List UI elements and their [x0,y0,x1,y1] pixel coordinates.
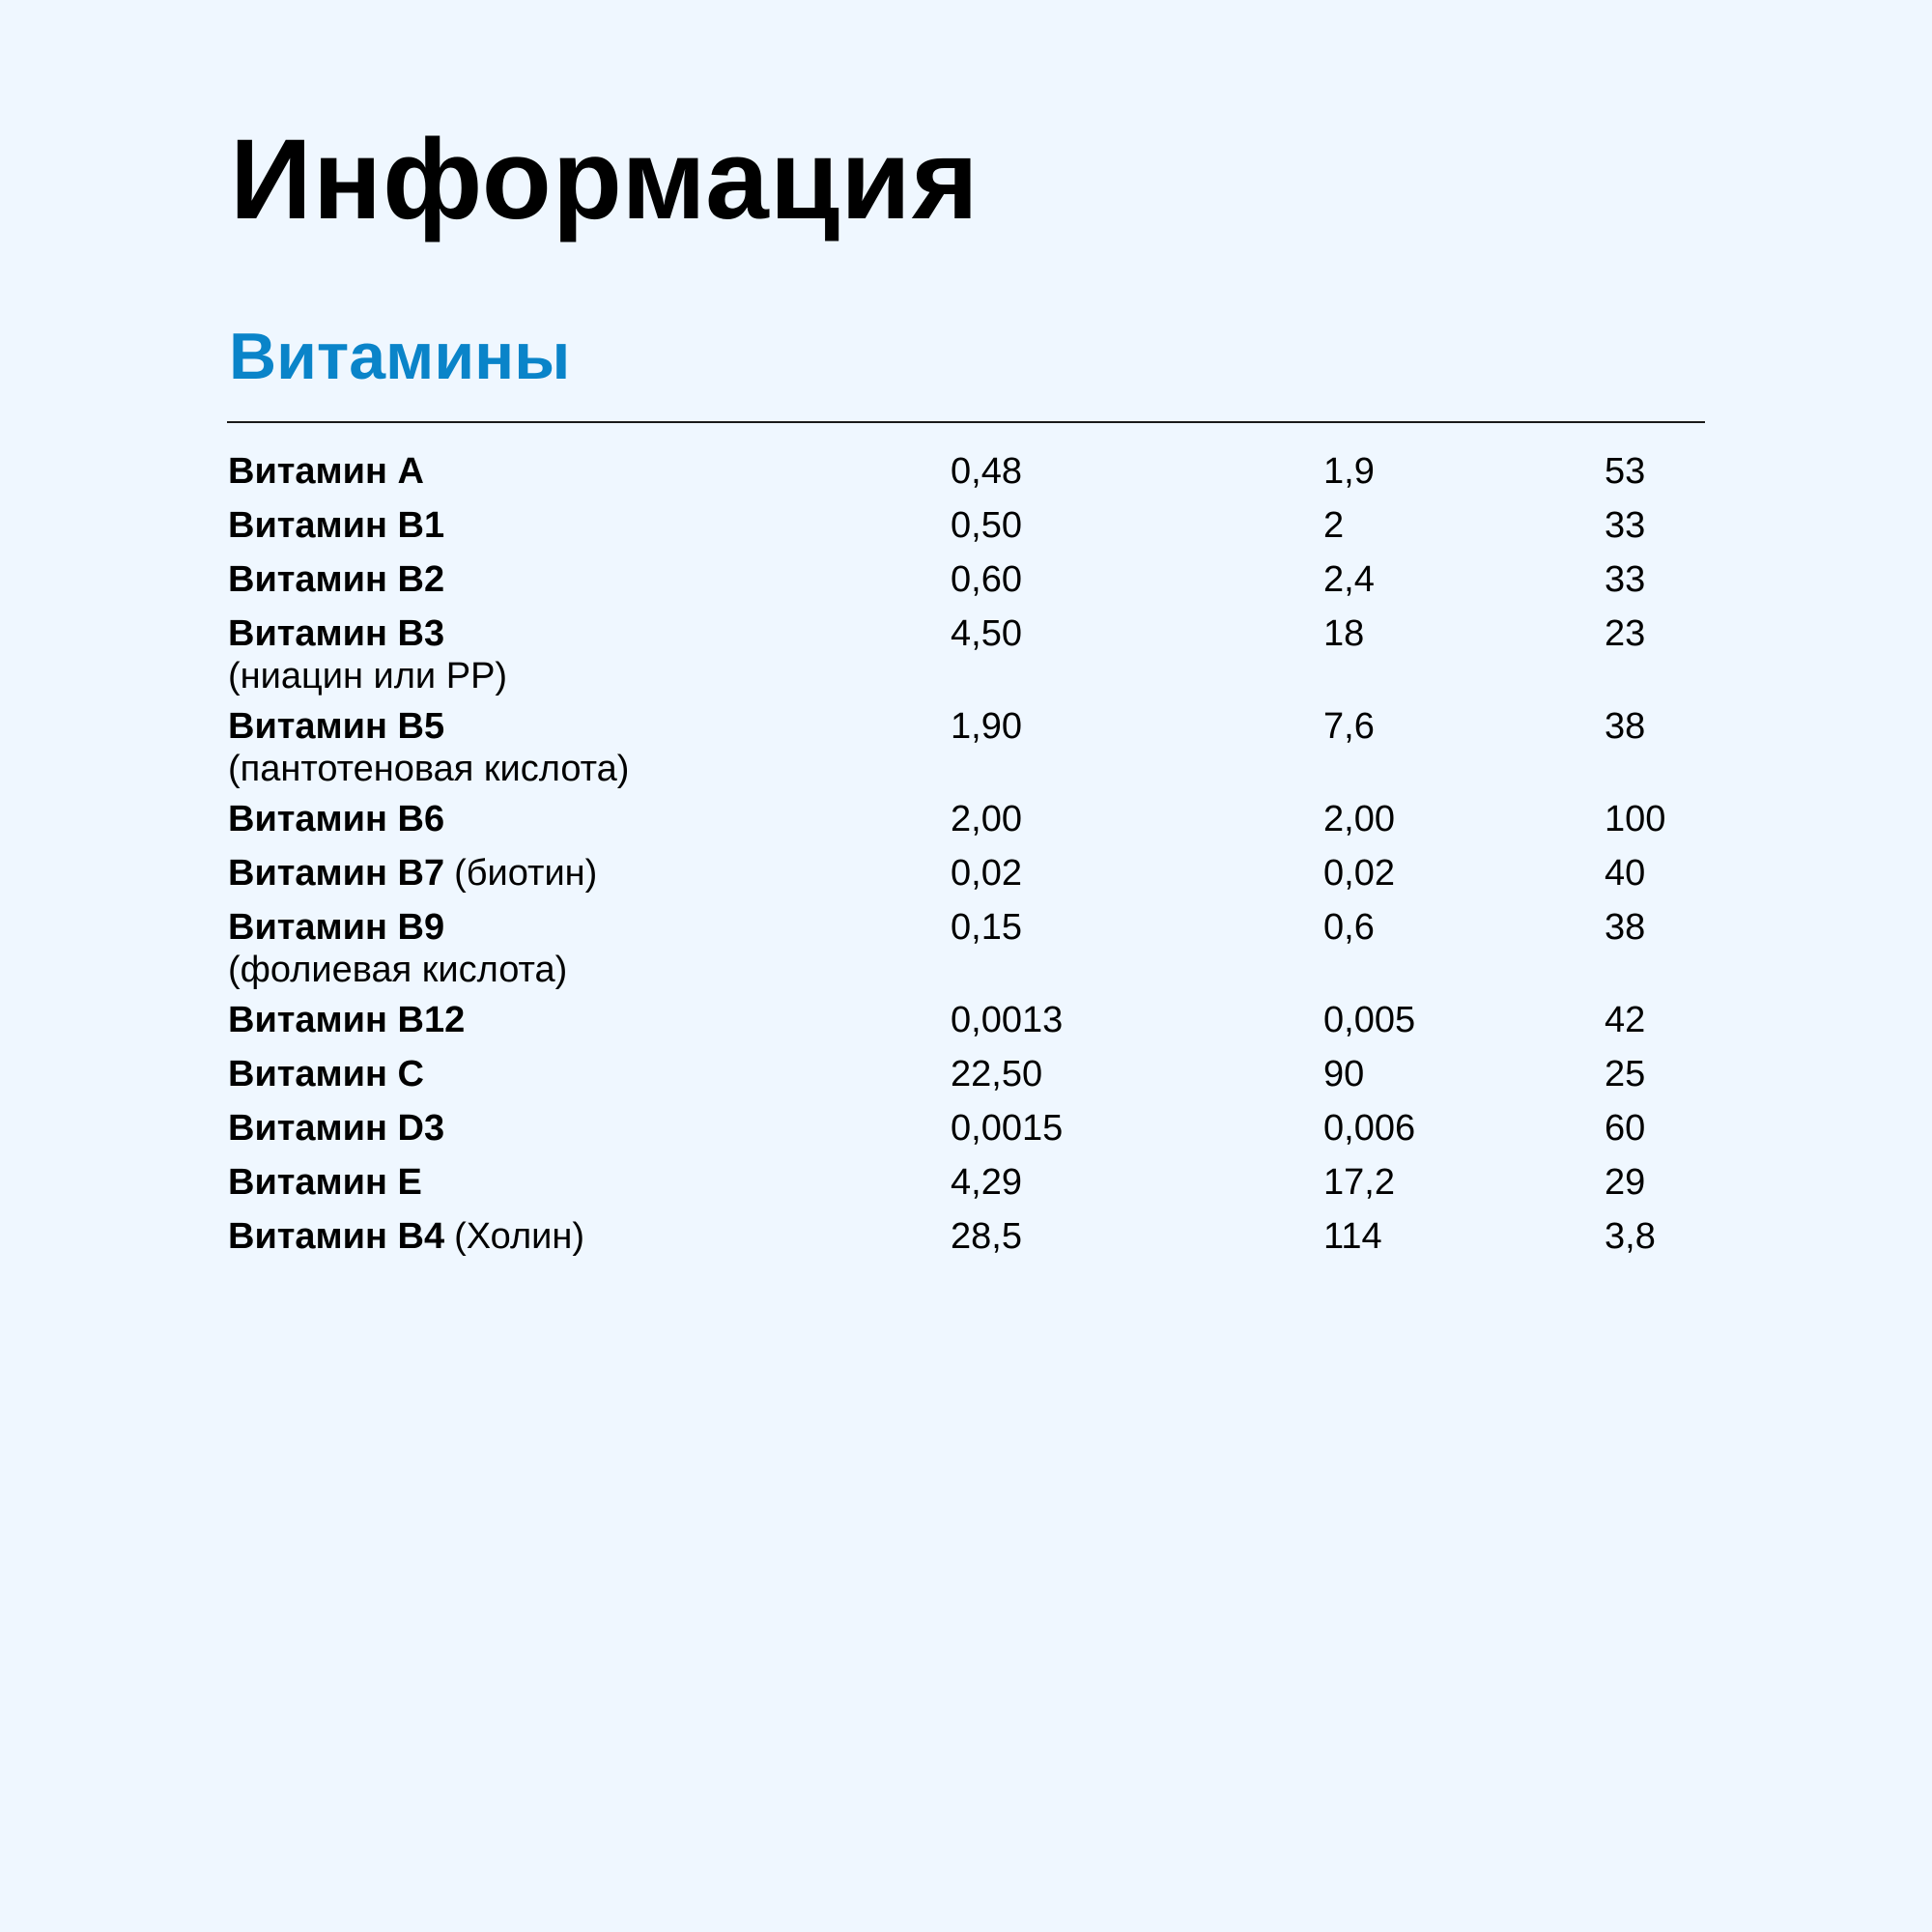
table-row [228,997,1735,1051]
value-col-1: 1,90 [951,706,1022,747]
vitamin-name: Витамин А [228,451,424,492]
table-row [228,850,1735,904]
vitamin-name: Витамин В1 [228,505,445,546]
table-row [228,611,1735,703]
value-col-2: 18 [1323,613,1365,654]
vitamin-name-cell [228,611,923,696]
vitamin-name: Витамин В2 [228,559,445,600]
vitamin-name-cell [228,1051,923,1097]
vitamin-name-cell [228,1213,923,1260]
value-col-2: 1,9 [1323,451,1375,492]
value-col-3: 40 [1605,853,1646,894]
vitamin-name: Витамин В7 [228,853,445,894]
value-col-3: 29 [1605,1162,1646,1203]
value-col-1: 0,0013 [951,1000,1064,1040]
vitamin-name: Витамин В6 [228,799,445,839]
vitamin-name: Витамин D3 [228,1108,445,1149]
vitamin-name: Витамин В5 [228,706,445,747]
value-col-2: 0,6 [1323,907,1375,948]
vitamin-name: Витамин В9 [228,907,445,948]
section-divider [227,421,1705,423]
table-row [228,1213,1735,1267]
value-col-1: 22,50 [951,1054,1043,1094]
value-col-3: 100 [1605,799,1666,839]
value-col-3: 23 [1605,613,1646,654]
vitamin-note: (ниацин или РР) [228,656,508,696]
vitamin-note: (фолиевая кислота) [228,950,568,990]
vitamin-name-cell [228,904,923,989]
vitamin-name-cell [228,1105,923,1151]
section-title: Витамины [229,320,571,393]
table-row [228,904,1735,997]
value-col-2: 2 [1323,505,1345,546]
table-row [228,556,1735,611]
vitamin-name: Витамин В12 [228,1000,466,1040]
value-col-1: 0,02 [951,853,1022,894]
table-row [228,796,1735,850]
value-col-1: 0,0015 [951,1108,1064,1149]
value-col-1: 4,50 [951,613,1022,654]
value-col-3: 38 [1605,706,1646,747]
vitamin-table [228,448,1735,1267]
value-col-2: 0,005 [1323,1000,1416,1040]
table-row [228,1105,1735,1159]
vitamin-name-cell [228,703,923,788]
vitamin-name: Витамин С [228,1054,424,1094]
vitamin-name: Витамин В3 [228,613,445,654]
value-col-3: 25 [1605,1054,1646,1094]
value-col-2: 90 [1323,1054,1365,1094]
value-col-3: 33 [1605,559,1646,600]
vitamin-name: Витамин Е [228,1162,422,1203]
value-col-3: 33 [1605,505,1646,546]
value-col-1: 0,48 [951,451,1022,492]
table-row [228,448,1735,502]
page-title: Информация [230,116,980,243]
vitamin-name-cell [228,796,923,842]
vitamin-name-cell [228,997,923,1043]
value-col-1: 4,29 [951,1162,1022,1203]
vitamin-name-cell [228,448,923,495]
value-col-1: 2,00 [951,799,1022,839]
value-col-1: 0,50 [951,505,1022,546]
value-col-2: 2,00 [1323,799,1395,839]
value-col-3: 53 [1605,451,1646,492]
vitamin-name-cell [228,850,923,896]
table-row [228,502,1735,556]
value-col-2: 0,02 [1323,853,1395,894]
vitamin-name-cell [228,1159,923,1206]
table-row [228,1051,1735,1105]
value-col-3: 3,8 [1605,1216,1656,1257]
table-row [228,1159,1735,1213]
vitamin-note: (биотин) [454,853,598,894]
value-col-3: 60 [1605,1108,1646,1149]
value-col-3: 42 [1605,1000,1646,1040]
vitamin-name: Витамин В4 [228,1216,445,1257]
value-col-2: 0,006 [1323,1108,1416,1149]
vitamin-name-cell [228,502,923,549]
value-col-1: 0,60 [951,559,1022,600]
value-col-2: 17,2 [1323,1162,1395,1203]
vitamin-name-cell [228,556,923,603]
value-col-2: 114 [1323,1216,1382,1257]
value-col-1: 0,15 [951,907,1022,948]
value-col-3: 38 [1605,907,1646,948]
value-col-1: 28,5 [951,1216,1022,1257]
table-row [228,703,1735,796]
vitamin-note: (пантотеновая кислота) [228,749,630,789]
value-col-2: 7,6 [1323,706,1375,747]
vitamin-note: (Холин) [454,1216,585,1257]
value-col-2: 2,4 [1323,559,1375,600]
